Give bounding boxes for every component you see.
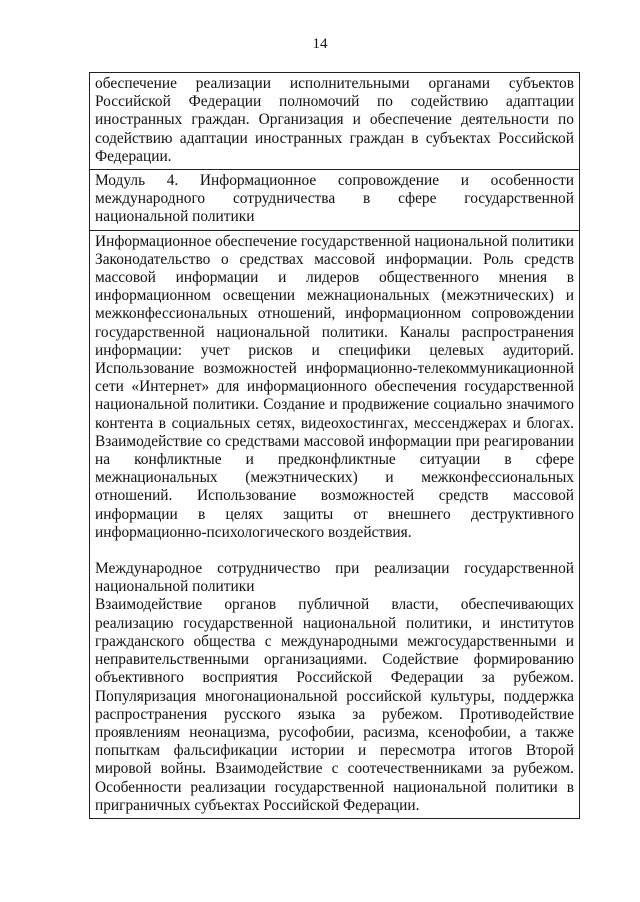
page-number: 14: [312, 36, 328, 52]
table-row-module-4: [90, 169, 579, 230]
table-row-module-4-content: [90, 230, 579, 819]
document-table: [89, 72, 580, 819]
module-4-title: Модуль 4. Информационное сопровождение и особенности международного сотрудничества в сфере государственной национальной политики: [95, 172, 574, 226]
section-body-international-cooperation: Взаимодействие органов публичной власти, обеспечивающих реализацию государственной национальной политики, и институтов гражданского общества с международными межгосударственными и неправительственными организациями. Содействие формированию объективного восприятия Российской Федерации за рубежом. Популяризация многонациональной российской культуры, поддержка распространения русского языка за рубежом. Противодействие проявлениям неонацизма, русофобии, расизма, ксенофобии, а также попыткам фальсификации истории и пересмотра итогов Второй мировой войны. Взаимодействие с соотечественниками за рубежом. Особенности реализации государственной национальной политики в приграничных субъектах Российской Федерации.: [95, 596, 574, 814]
table-row-adaptation: [90, 72, 579, 169]
adaptation-paragraph: обеспечение реализации исполнительными органами субъектов Российской Федерации полномочий по содействию адаптации иностранных граждан. Организация и обеспечение деятельности по содействию адаптации иностранных граждан в субъектах Российской Федерации.: [95, 75, 574, 165]
section-heading-information-support: Информационное обеспечение государственной национальной политики: [95, 232, 574, 250]
section-body-information-support: Законодательство о средствах массовой информации. Роль средств массовой информации и лидеров общественного мнения в информационном освещении межнациональных (межэтнических) и межконфессиональных отношений, информационном сопровождении государственной национальной политики. Каналы распространения информации: учет рисков и специфики целевых аудиторий. Использование возможностей информационно-телекоммуникационной сети «Интернет» для информационного обеспечения государственной национальной политики. Создание и продвижение социально значимого контента в социальных сетях, видеохостингах, мессенджерах и блогах. Взаимодействие со средствами массовой информации при реагировании на конфликтные и предконфликтные ситуации в сфере межнациональных (межэтнических) и межконфессиональных отношений. Использование возможностей средств массовой информации в целях защиты от внешнего деструктивного информационно-психологического воздействия.: [95, 250, 574, 541]
section-spacer: [95, 542, 574, 560]
section-heading-international-cooperation: Международное сотрудничество при реализации государственной национальной политики: [95, 560, 574, 596]
